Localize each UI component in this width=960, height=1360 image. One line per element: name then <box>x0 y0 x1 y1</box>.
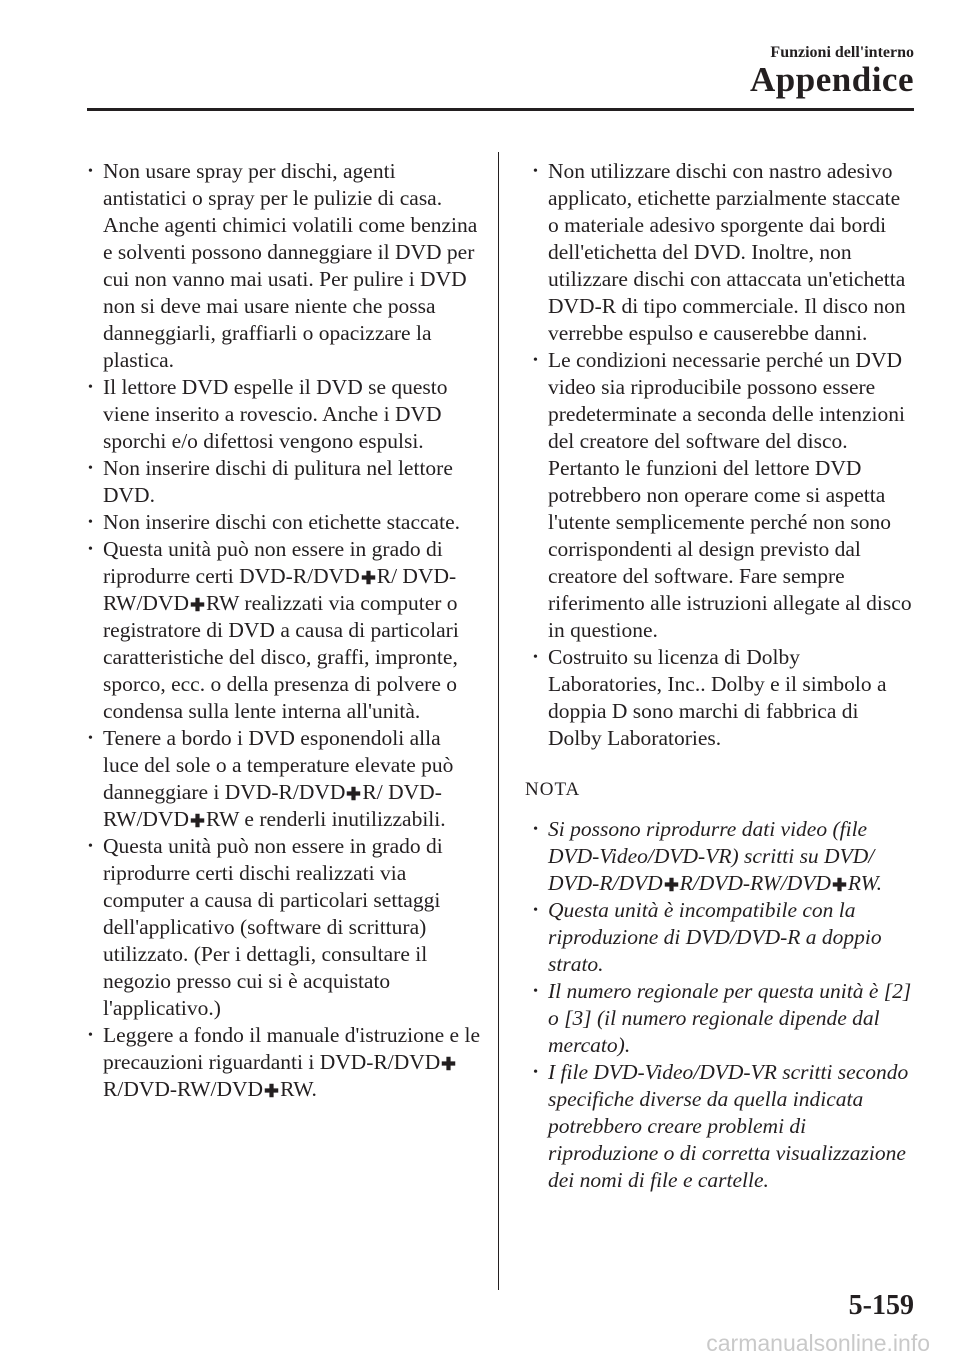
bullet-icon: • <box>88 164 93 179</box>
header-rule <box>87 108 914 111</box>
list-item <box>86 1022 481 1103</box>
column-divider <box>498 152 499 1290</box>
item-text: RW. <box>280 1077 317 1101</box>
item-text: Le condizioni necessarie perché un DVD video sia riproducibile possono essere predeterminate a seconda delle intenzioni del creatore del software del disco. Pertanto le funzioni del lettore DVD potrebbero non operare come si aspetta l'utente semplicemente perché non sono corrispondenti al design previsto dal creatore del software. Fare sempre riferimento alle istruzioni allegate al disco in questione. <box>548 348 912 642</box>
list-item <box>531 816 916 897</box>
plus-sign-icon <box>346 786 361 801</box>
bullet-icon: • <box>533 650 538 665</box>
item-text: Il lettore DVD espelle il DVD se questo viene inserito a rovescio. Anche i DVD sporchi e/o difettosi vengono espulsi. <box>103 375 448 453</box>
page-number: 5-159 <box>848 1290 914 1321</box>
bullet-icon: • <box>533 984 538 999</box>
item-text: Questa unità è incompatibile con la riproduzione di DVD/DVD-R a doppio strato. <box>548 898 882 976</box>
item-text: Non inserire dischi di pulitura nel lettore DVD. <box>103 456 453 507</box>
bullet-icon: • <box>533 353 538 368</box>
item-text: Leggere a fondo il manuale d'istruzione e le precauzioni riguardanti i DVD-R/DVD <box>103 1023 480 1074</box>
plus-sign-icon <box>190 597 205 612</box>
list-item <box>86 509 481 536</box>
bullet-icon: • <box>88 1028 93 1043</box>
item-text: RW. <box>847 871 882 895</box>
plus-sign-icon <box>361 570 376 585</box>
item-text: R/ DVD-RW/DVD <box>103 564 457 615</box>
list-item <box>531 644 916 752</box>
plus-sign-icon <box>832 877 847 892</box>
item-text: RW realizzati via computer o registratore di DVD a causa di particolari caratteristiche del disco, graffi, impronte, sporco, ecc. o della presenza di polvere o condensa sulla lente interna all'unità. <box>103 591 459 723</box>
item-text: R/DVD-RW/DVD <box>679 871 831 895</box>
bullet-icon: • <box>533 903 538 918</box>
list-item <box>531 158 916 347</box>
list-item <box>86 536 481 725</box>
item-text: R/DVD-RW/DVD <box>103 1077 264 1101</box>
item-text: Non usare spray per dischi, agenti antistatici o spray per le pulizie di casa. Anche agenti chimici volatili come benzina e solventi possono danneggiare il DVD per cui non vanno mai usati. Per pulire i DVD non si deve mai usare niente che possa danneggiarli, graffiarli o opacizzare la plastica. <box>103 159 478 372</box>
left-column <box>86 158 481 1103</box>
list-item <box>531 347 916 644</box>
section-title: Funzioni dell'interno <box>770 44 914 61</box>
bullet-icon: • <box>533 822 538 837</box>
right-bullet-list <box>531 158 916 752</box>
bullet-icon: • <box>88 839 93 854</box>
plus-sign-icon <box>264 1083 279 1098</box>
item-text: I file DVD-Video/DVD-VR scritti secondo specifiche diverse da quella indicata potrebbero creare problemi di riproduzione o di corretta visualizzazione dei nomi di file e cartelle. <box>548 1060 909 1192</box>
left-bullet-list <box>86 158 481 1103</box>
chapter-title: Appendice <box>750 60 914 99</box>
list-item <box>531 897 916 978</box>
right-column <box>525 158 916 1194</box>
list-item <box>531 1059 916 1194</box>
item-text: Tenere a bordo i DVD esponendoli alla luce del sole o a temperature elevate può danneggiare i DVD-R/DVD <box>103 726 454 804</box>
list-item <box>86 725 481 833</box>
item-text: Non inserire dischi con etichette staccate. <box>103 510 460 534</box>
bullet-icon: • <box>88 731 93 746</box>
bullet-icon: • <box>88 515 93 530</box>
bullet-icon: • <box>88 380 93 395</box>
item-text: Questa unità può non essere in grado di riprodurre certi DVD-R/DVD <box>103 537 443 588</box>
note-list <box>531 816 916 1194</box>
plus-sign-icon <box>190 813 205 828</box>
list-item <box>86 374 481 455</box>
item-text: Il numero regionale per questa unità è [2] o [3] (il numero regionale dipende dal mercato). <box>548 979 912 1057</box>
item-text: Costruito su licenza di Dolby Laboratories, Inc.. Dolby e il simbolo a doppia D sono marchi di fabbrica di Dolby Laboratories. <box>548 645 887 750</box>
list-item <box>86 158 481 374</box>
note-title: NOTA <box>525 779 581 800</box>
bullet-icon: • <box>533 1065 538 1080</box>
item-text: Si possono riprodurre dati video (file DVD-Video/DVD-VR) scritti su DVD/ DVD-R/DVD <box>548 817 875 895</box>
plus-sign-icon <box>664 877 679 892</box>
bullet-icon: • <box>88 461 93 476</box>
item-text: RW e renderli inutilizzabili. <box>206 807 446 831</box>
watermark: carmanualsonline.info <box>706 1330 930 1356</box>
list-item <box>86 833 481 1022</box>
bullet-icon: • <box>533 164 538 179</box>
item-text: Non utilizzare dischi con nastro adesivo applicato, etichette parzialmente staccate o materiale adesivo sporgente dai bordi dell'etichetta del DVD. Inoltre, non utilizzare dischi con attaccata un'etichetta DVD-R di tipo commerciale. Il disco non verrebbe espulso e causerebbe danni. <box>548 159 906 345</box>
bullet-icon: • <box>88 542 93 557</box>
list-item <box>531 978 916 1059</box>
plus-sign-icon <box>441 1056 456 1071</box>
item-text: Questa unità può non essere in grado di riprodurre certi dischi realizzati via computer a causa di particolari settaggi dell'applicativo (software di scrittura) utilizzato. (Per i dettagli, consultare il negozio presso cui si è acquistato l'applicativo.) <box>103 834 443 1020</box>
item-text: R/ DVD-RW/DVD <box>103 780 442 831</box>
list-item <box>86 455 481 509</box>
